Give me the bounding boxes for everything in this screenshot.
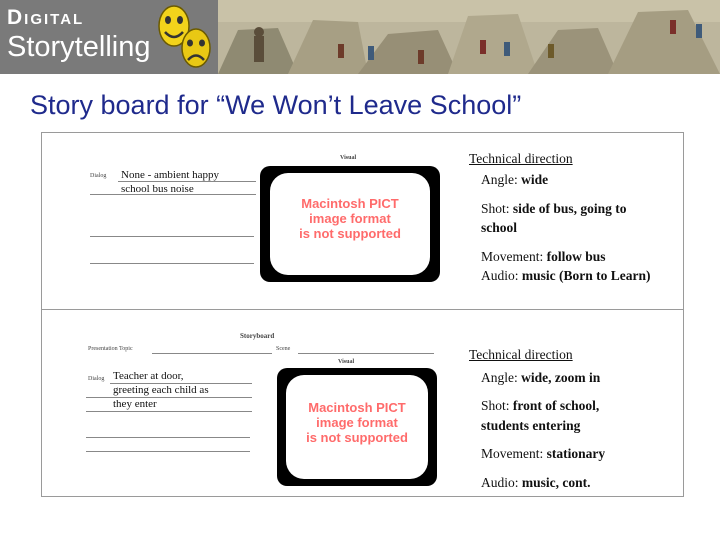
shot-value: front of school, bbox=[512, 398, 600, 413]
form-storyboard-heading: Storyboard bbox=[240, 332, 275, 340]
movement-line bbox=[481, 247, 606, 266]
form-scene-label: Scene bbox=[276, 346, 291, 352]
form-line bbox=[86, 397, 252, 398]
form-line bbox=[90, 236, 254, 237]
header-painting-image bbox=[218, 0, 720, 74]
form-line bbox=[86, 437, 250, 438]
dialog-text-line-1: None - ambient happy bbox=[121, 169, 220, 181]
shot-label: Shot: bbox=[481, 398, 513, 413]
dialog-text-line-2: greeting each child as bbox=[113, 384, 209, 396]
tech-direction-heading: Technical direction bbox=[469, 151, 573, 166]
tech-direction-heading: Technical direction bbox=[469, 347, 573, 362]
form-line bbox=[90, 263, 254, 264]
angle-line bbox=[481, 368, 600, 387]
shot-value-continued: students entering bbox=[481, 418, 581, 433]
form-line bbox=[86, 451, 250, 452]
audio-line bbox=[481, 473, 591, 492]
form-visual-label: Visual bbox=[340, 155, 357, 161]
logo bbox=[0, 0, 218, 74]
dialog-text-line-3: they enter bbox=[113, 398, 157, 410]
logo-storytelling-text: Storytelling bbox=[7, 31, 151, 63]
frame-divider bbox=[41, 309, 684, 310]
dialog-text-line-2: school bus noise bbox=[121, 183, 194, 195]
audio-line bbox=[481, 266, 651, 285]
shot-label: Shot: bbox=[481, 201, 513, 216]
pict-unsupported-text bbox=[260, 196, 440, 241]
shot-line bbox=[481, 396, 599, 415]
shot-value: side of bus, going to bbox=[512, 201, 627, 216]
pict-line-3: is not supported bbox=[299, 226, 401, 241]
movement-line bbox=[481, 444, 605, 463]
angle-value: wide, zoom in bbox=[521, 370, 601, 385]
form-line bbox=[86, 411, 252, 412]
angle-label: Angle: bbox=[481, 172, 522, 187]
dialog-text-line-1: Teacher at door, bbox=[113, 370, 184, 382]
pict-unsupported-text bbox=[277, 400, 437, 445]
pict-line-3: is not supported bbox=[306, 430, 408, 445]
audio-label: Audio: bbox=[481, 475, 522, 490]
visual-placeholder-1 bbox=[260, 166, 440, 282]
logo-digital-text: Digital bbox=[7, 6, 85, 29]
visual-placeholder-2 bbox=[277, 368, 437, 486]
form-dialog-label: Dialog bbox=[90, 173, 107, 179]
slide-title: Story board for “We Won’t Leave School” bbox=[30, 90, 522, 120]
form-dialog-label: Dialog bbox=[88, 376, 105, 382]
header-banner bbox=[0, 0, 720, 74]
form-line bbox=[152, 353, 272, 354]
angle-label: Angle: bbox=[481, 370, 522, 385]
movement-value: stationary bbox=[546, 446, 606, 461]
form-line bbox=[298, 353, 434, 354]
angle-value: wide bbox=[521, 172, 549, 187]
shot-line bbox=[481, 199, 627, 218]
movement-label: Movement: bbox=[481, 446, 547, 461]
pict-line-2: image format bbox=[316, 415, 398, 430]
audio-value: music (Born to Learn) bbox=[521, 268, 651, 283]
shot-value-continued: school bbox=[481, 220, 518, 235]
pict-line-1: Macintosh PICT bbox=[308, 400, 406, 415]
audio-label: Audio: bbox=[481, 268, 522, 283]
form-visual-label: Visual bbox=[338, 359, 355, 365]
angle-line bbox=[481, 170, 548, 189]
audio-value: music, cont. bbox=[521, 475, 591, 490]
theatre-masks-icon bbox=[150, 2, 216, 72]
movement-value: follow bus bbox=[546, 249, 606, 264]
pict-line-1: Macintosh PICT bbox=[301, 196, 399, 211]
pict-line-2: image format bbox=[309, 211, 391, 226]
form-presentation-label: Presentation Topic bbox=[88, 346, 133, 352]
movement-label: Movement: bbox=[481, 249, 547, 264]
